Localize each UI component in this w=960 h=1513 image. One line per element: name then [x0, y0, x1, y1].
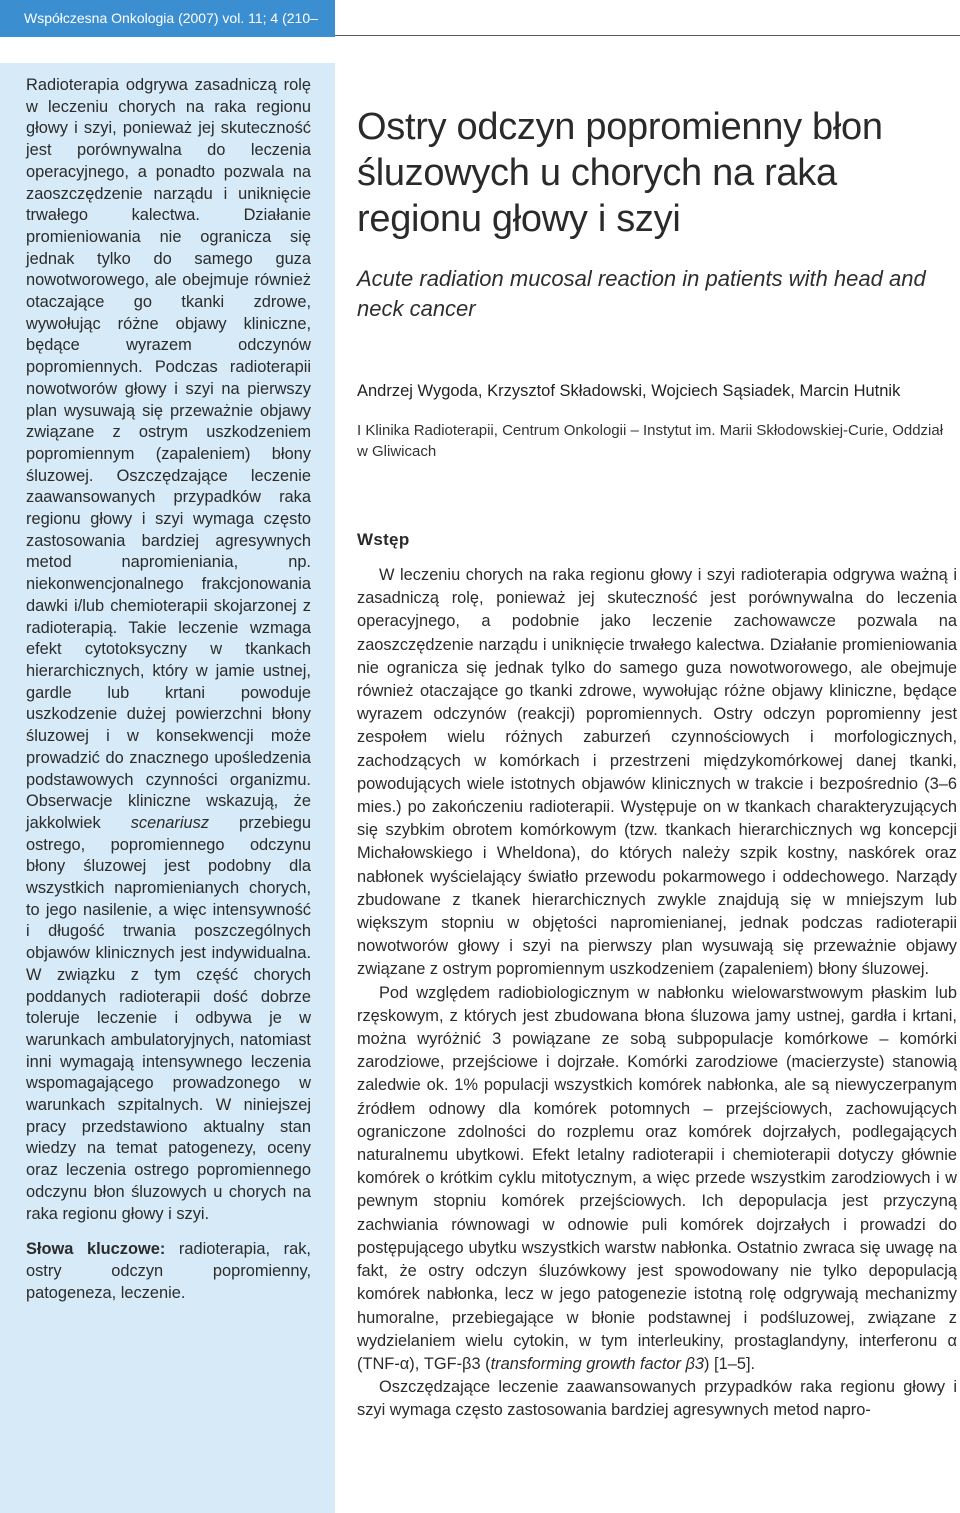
keywords-list: radioterapia, rak, ostry odczyn popromienny, patogeneza, leczenie. — [26, 1240, 311, 1302]
article-authors: Andrzej Wygoda, Krzysztof Składowski, Wojciech Sąsiadek, Marcin Hutnik — [357, 382, 901, 400]
journal-header — [0, 0, 335, 63]
article-title: Ostry odczyn popromienny błon śluzowych u chorych na raka regionu głowy i szyi — [357, 106, 883, 240]
body-paragraph-1: W leczeniu chorych na raka regionu głowy i szyi radioterapia odgrywa ważną i zasadniczą rolę, ponieważ jej skuteczność jest porównywalna do leczenia operacyjnego, a podobnie jako leczenie zachowawcze pozwala na zaoszczędzenie narządu i uniknięcie trwałego kalectwa. Działanie promieniowania nie ogranicza się jednak tylko do samego guza nowotworowego, ale obejmuje również otaczające go tkanki zdrowe, wywołując różne objawy kliniczne, będące wyrazem odczynów (reakcji) popromiennych. Ostry odczyn popromienny jest zespołem wielu różnych zaburzeń czynnościowych i morfologicznych, zachodzących w komórkach i przestrzeni międzykomórkowej danej tkanki, powodujących wiele istotnych objawów klinicznych w trakcie i bezpośrednio (3–6 mies.) po zakończeniu radioterapii. Występuje on w tkankach charakteryzujących się szybkim obrotem komórkowym (tzw. tkankach hierarchicznych wg koncepcji Michałowskiego i Wheldona), do których należy szpik kostny, naskórek oraz nabłonek wyścielający światło przewodu pokarmowego i oddechowego. Narządy zbudowane z tkanek hierarchicznych zwykle znajdują się w mniejszym lub większym stopniu w objętości napromienianej, jednak podczas radioterapii nowotworów głowy i szyi na pierwszy plan wysuwają się przeważnie objawy związane z ostrym popromiennym uszkodzeniem (zapaleniem) błony śluzowej. — [357, 566, 957, 979]
keywords-label: Słowa kluczowe: — [26, 1240, 166, 1259]
section-heading-introduction: Wstęp — [357, 530, 410, 549]
article-affiliation: I Klinika Radioterapii, Centrum Onkologii – Instytut im. Marii Skłodowskiej-Curie, Oddział w Gliwicach — [357, 422, 944, 460]
body-paragraph-2-part-1: Pod względem radiobiologicznym w nabłonku wielowarstwowym płaskim lub rzęskowym, z których jest zbudowana błona śluzowa jamy ustnej, gardła i krtani, można wyróżnić 3 powiązane ze sobą subpopulacje komórkowe – komórki zarodziowe, przejściowe i dojrzałe. Komórki zarodziowe (macierzyste) stanowią zaledwie ok. 1% populacji wszystkich komórek nabłonka, ale są niewyczerpanym źródłem odnowy dla komórek potomnych – przejściowych, zachowujących ograniczone zdolności do rozplemu oraz komórek dojrzałych, podlegających naturalnemu ubytkowi. Efekt letalny radioterapii i chemioterapii dotyczy głównie komórek o krótkim cyklu mitotycznym, a więc przede wszystkim zarodziowych i w pewnym stopniu komórek przejściowych. Ich depopulacja jest przyczyną zachwiania równowagi w odnowie puli komórek dojrzałych i prowadzi do postępującego ubytku wszystkich warstw nabłonka. Ostatnio zwraca się uwagę na fakt, że ostry odczyn śluzówkowy jest spowodowany nie tylko depopulacją komórek nabłonka, lecz w jego patogenezie istotną rolę odgrywają mechanizmy humoralne, przebiegające w błonie podstawnej i podśluzowej, związane z wydzielaniem wielu cytokin, w tym interleukiny, prostaglandyny, interferonu α (TNF-α), TGF-β3 ( — [357, 983, 957, 1373]
abstract-text-part-1: Radioterapia odgrywa zasadniczą rolę w leczeniu chorych na raka regionu głowy i szyi, ponieważ jej skuteczność jest porównywalna do leczenia operacyjnego, a ponadto pozwala na zaoszczędzenie narządu i uniknięcie trwałego kalectwa. Działanie promieniowania nie ogranicza się jednak tylko do samego guza nowotworowego, ale obejmuje również otaczające go tkanki zdrowe, wywołując różne objawy kliniczne, będące wyrazem odczynów popromiennych. Podczas radioterapii nowotworów głowy i szyi na pierwszy plan wysuwają się przeważnie objawy związane z ostrym uszkodzeniem popromiennym (zapaleniem) błony śluzowej. Oszczędzające leczenie zaawansowanych przypadków raka regionu głowy i szyi wymaga często zastosowania bardziej agresywnych metod napromieniania, np. niekonwencjonalnego frakcjonowania dawki i/lub chemioterapii skojarzonej z radioterapią. Takie leczenie wzmaga efekt cytotoksyczny w tkankach hierarchicznych, który w jamie ustnej, gardle lub krtani powoduje uszkodzenie dużej powierzchni błony śluzowej i w konsekwencji może prowadzić do znacznego upośledzenia podstawowych czynności organizmu. Obserwacje kliniczne wskazują, że jakkolwiek — [26, 76, 311, 832]
article-body — [357, 564, 957, 1423]
header-rule — [335, 35, 960, 36]
body-paragraph-2 — [357, 982, 957, 1376]
abstract-text-part-2: przebiegu ostrego, popromiennego odczynu błony śluzowej jest podobny dla wszystkich napromienianych chorych, to jego nasilenie, a więc intensywność i długość trwania poszczególnych objawów klinicznych jest indywidualna. W związku z tym część chorych poddanych radioterapii dość dobrze toleruje leczenie i odbywa je w warunkach ambulatoryjnych, natomiast inni wymagają intensywnego leczenia wspomagającego prowadzonego w warunkach szpitalnych. W niniejszej pracy przedstawiono aktualny stan wiedzy na temat patogenezy, oceny oraz leczenia ostrego popromiennego odczynu błon śluzowych u chorych na raka regionu głowy i szyi. — [26, 813, 312, 1223]
body-paragraph-2-part-2: ) [1–5]. — [704, 1354, 756, 1373]
abstract-italic-term: scenariusz — [130, 813, 210, 832]
article-subtitle: Acute radiation mucosal reaction in patients with head and neck cancer — [357, 266, 926, 321]
abstract-text — [26, 75, 311, 1225]
body-paragraph-3: Oszczędzające leczenie zaawansowanych przypadków raka regionu głowy i szyi wymaga często zastosowania bardziej agresywnych metod napro- — [357, 1378, 957, 1420]
body-paragraph-2-italic: transforming growth factor β3 — [490, 1354, 705, 1373]
abstract-box — [0, 63, 335, 1513]
journal-citation: Współczesna Onkologia (2007) vol. 11; 4 (210–219) — [24, 10, 318, 63]
keywords — [26, 1239, 311, 1304]
article-main — [357, 104, 957, 1423]
